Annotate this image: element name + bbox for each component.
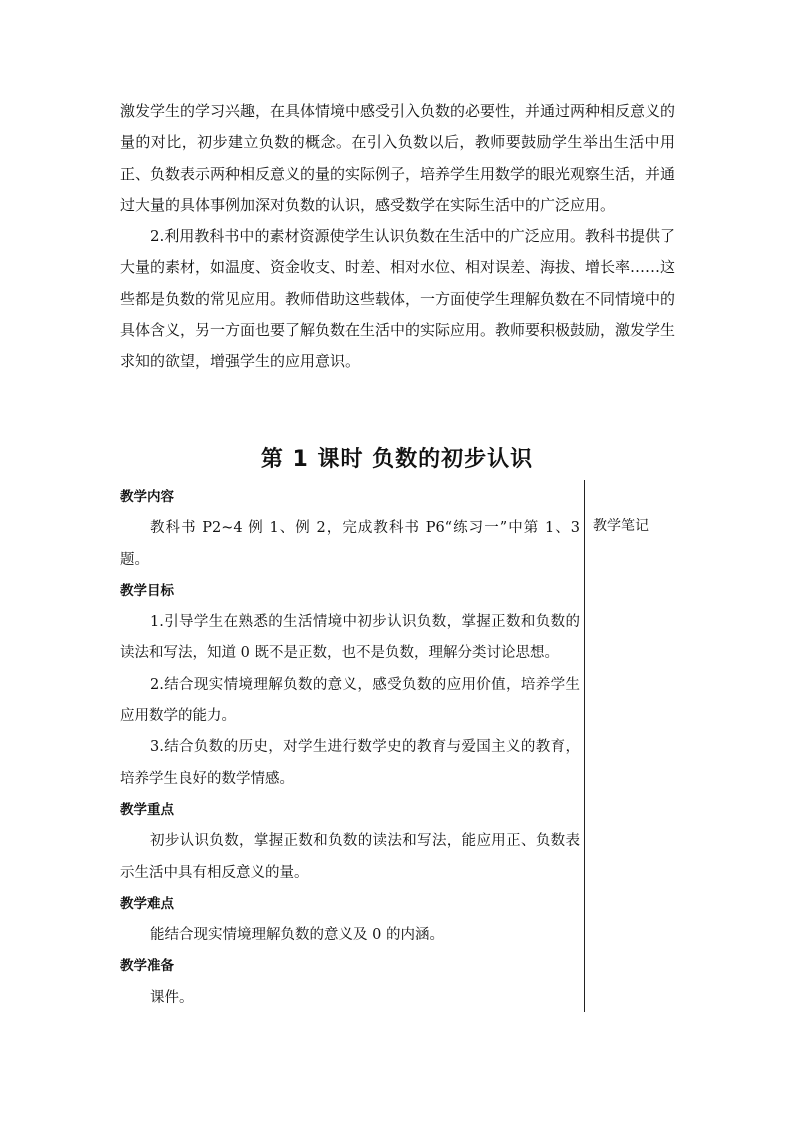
lesson-title: 第 1 课时 负数的初步认识 [260,447,534,472]
teaching-notes-label: 教学笔记 [593,518,649,534]
goal-item-3: 3.结合负数的历史，对学生进行数学史的教育与爱国主义的教育，培养学生良好的数学情感。 [120,739,580,787]
key-points-heading: 教学重点 [120,801,174,818]
key-points-text: 初步认识负数，掌握正数和负数的读法和写法，能应用正、负数表示生活中具有相反意义的量。 [120,833,580,881]
goal-item-2: 2.结合现实情境理解负数的意义，感受负数的应用价值，培养学生应用数学的能力。 [120,676,580,725]
difficulty-text: 能结合现实情境理解负数的意义及 0 的内涵。 [150,927,444,944]
goal-item-1: 1.引导学生在熟悉的生活情境中初步认识负数，掌握正数和负数的读法和写法，知道 0 既不是正数，也不是负数，理解分类讨论思想。 [120,614,580,662]
preparation-text: 课件。 [150,989,194,1006]
difficulty-heading: 教学难点 [120,895,174,912]
intro-paragraph-1: 激发学生的学习兴趣，在具体情境中感受引入负数的必要性，并通过两种相反意义的量的对比，初步建立负数的概念。在引入负数以后，教师要鼓励学生举出生活中用正、负数表示两种相反意义的量的实际例子，培养学生用数学的眼光观察生活，并通过大量的具体事例加深对负数的认识，感受数学在实际生活中的广泛应用。 [120,102,676,214]
column-divider [584,480,585,1012]
intro-paragraph-2: 2.利用教科书中的素材资源使学生认识负数在生活中的广泛应用。教科书提供了大量的素材，如温度、资金收支、时差、相对水位、相对误差、海拔、增长率……这些都是负数的常见应用。教师借助这些载体，一方面使学生理解负数在不同情境中的具体含义，另一方面也要了解负数在生活中的实际应用。教师要积极鼓励，激发学生求知的欲望，增强学生的应用意识。 [120,227,676,371]
lesson-content [120,482,580,1014]
content-heading: 教学内容 [120,489,174,505]
preparation-heading: 教学准备 [120,958,174,975]
intro-section [120,96,675,378]
content-text: 教科书 P2~4 例 1、例 2，完成教科书 P6“练习一”中第 1、3 题。 [120,520,580,568]
goals-heading: 教学目标 [120,582,174,599]
